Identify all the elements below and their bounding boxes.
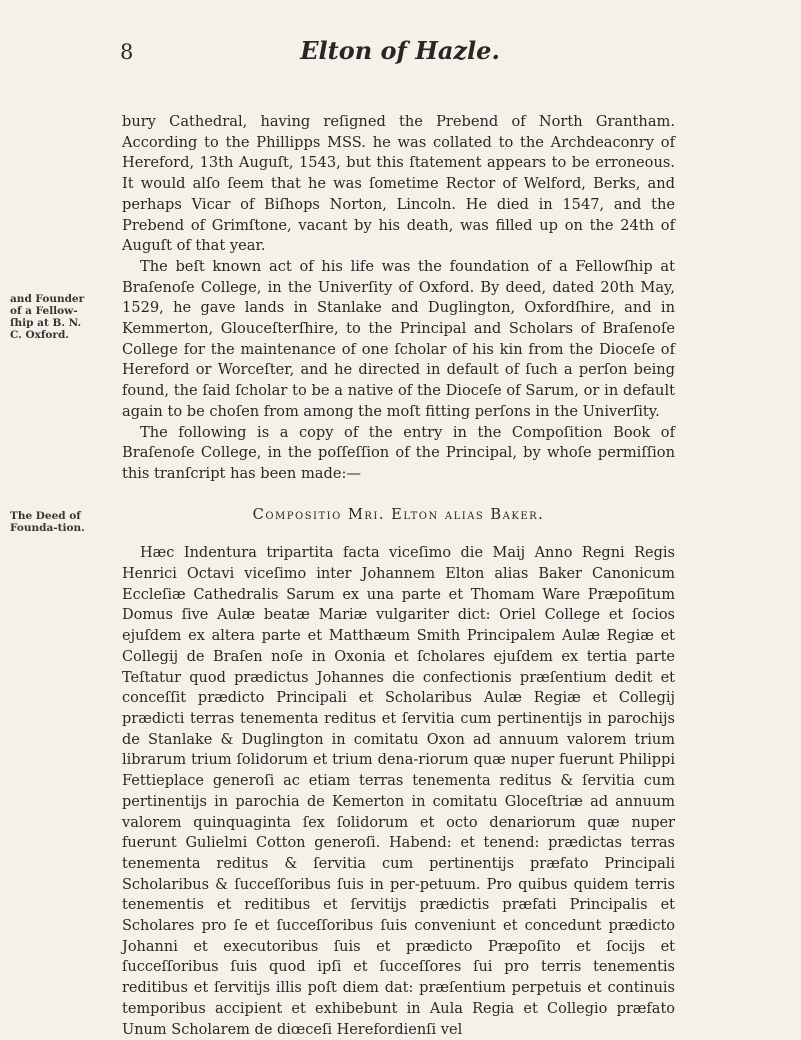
paragraph-1: bury Cathedral, having reſigned the Prebend of North Grantham. According to the Phillipps MSS. he was collated to the Archdeaconry of Hereford, 13th Auguſt, 1543, but this ſtatement appears to be erroneous. It would alſo ſeem that he was ſometime Rector of Welford, Berks, and perhaps Vicar of Biſhops Norton, Lincoln. He died in 1547, and the Prebend of Grimſtone, vacant by his death, was filled up on the 24th of Auguſt of that year. (122, 113, 675, 255)
page-header (120, 36, 680, 76)
side-note-founder: and Founder of a Fellow-ſhip at B. N. C. Oxford. (10, 293, 85, 341)
running-title: Elton of Hazle. (300, 36, 500, 65)
paragraph-2: The beſt known act of his life was the foundation of a Fellowſhip at Braſenoſe College, in the Univerſity of Oxford. By deed, dated 20th May, 1529, he gave lands in Stanlake and Duglington, Oxfordſhire, and in Kemmerton, Glouceſterſhire, to the Principal and Scholars of Braſenoſe College for the maintenance of one ſcholar of his kin from the Dioceſe of Hereford or Worceſter, and he directed in default of ſuch a perſon being found, the ſaid ſcholar to be a native of the Dioceſe of Sarum, or in default again to be choſen from among the moſt fitting perſons in the Univerſity. (122, 257, 675, 420)
section-heading: Compositio Mri. Elton alias Baker. (252, 505, 545, 523)
body-text (122, 112, 675, 1040)
latin-deed-text: Hæc Indentura tripartita facta viceſimo die Maij Anno Regni Regis Henrici Octavi viceſimo inter Johannem Elton alias Baker Canonicum Eccleſiæ Cathedralis Sarum ex una parte et Thomam Ware Præpoſitum Domus ſive Aulæ beatæ Mariæ vulgariter dict: Oriel College et ſocios ejuſdem ex altera parte et Matthæum Smith Principalem Aulæ Regiæ et Collegij de Braſen noſe in Oxonia et ſcholares ejuſdem ex tertia parte Teſtatur quod prædictus Johannes die confectionis præſentium dedit et conceſſit prædicto Principali et Scholaribus Aulæ Regiæ et Collegij prædicti terras tenementa reditus et ſervitia cum pertinentijs in parochijs de Stanlake & Duglington in comitatu Oxon ad annuum valorem trium librarum trium ſolidorum et trium dena-riorum quæ nuper fuerunt Philippi Fettieplace generoſi ac etiam terras tenementa reditus & ſervitia cum pertinentijs in parochia de Kemerton in comitatu Gloceſtriæ ad annuum valorem quinquaginta ſex ſolidorum et octo denariorum quæ nuper fuerunt Gulielmi Cotton generoſi. Habend: et tenend: prædictas terras tenementa reditus & ſervitia cum pertinentijs præfato Principali Scholaribus & ſucceſſoribus ſuis in per-petuum. Pro quibus quidem terris tenementis et reditibus et ſervitijs prædictis præfati Principalis et Scholares pro ſe et ſucceſſoribus ſuis conveniunt et concedunt prædicto Johanni et executoribus ſuis et prædicto Præpoſito et ſocijs et ſucceſſoribus ſuis quod ipſi et ſucceſſores ſui pro terris tenementis reditibus et ſervitijs illis poſt diem dat: præſentium perpetuis et continuis temporibus accipient et exhibebunt in Aula Regia et Collegio præfato Unum Scholarem de diœceſi Herefordienſi vel (122, 545, 675, 1038)
page-number: 8 (120, 40, 134, 64)
paragraph-3: The following is a copy of the entry in the Compoſition Book of Braſenoſe College, in the poſſeſſion of the Principal, by whoſe permiſſion this tranſcript has been made:— (122, 423, 675, 482)
side-note-deed: The Deed of Founda-tion. (10, 510, 85, 534)
